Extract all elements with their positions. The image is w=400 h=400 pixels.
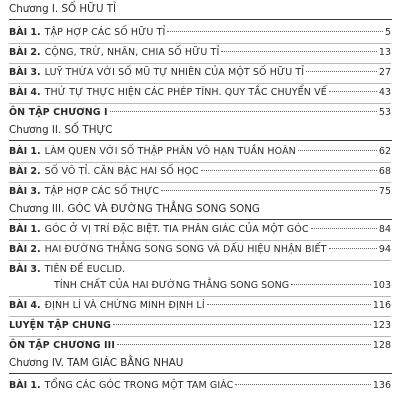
toc-entry[interactable] [9,25,391,41]
page-number: 123 [372,320,391,331]
page-number: 103 [372,280,391,291]
practice-title: LUYỆN TẬP CHUNG [9,320,112,331]
toc-entry[interactable] [9,262,391,278]
toc-entry[interactable] [9,184,391,200]
lesson-label: BÀI 2. [9,47,41,58]
lesson-title: GÓC Ở VỊ TRÍ ĐẶC BIỆT. TIA PHÂN GIÁC CỦA MỘT GÓC [44,224,309,235]
row-divider [9,296,391,297]
dot-leader [298,150,377,151]
lesson-title: TẬP HỢP CÁC SỐ HỮU TỈ [44,27,166,38]
chapter-title: Chương IV. TAM GIÁC BẰNG NHAU [9,357,184,369]
lesson-title: SỐ VÔ TỈ. CĂN BẬC HAI SỐ HỌC [44,166,199,177]
lesson-title: TIÊN ĐỀ EUCLID. [44,264,126,275]
toc-entry[interactable] [9,164,391,180]
lesson-title-continued: TÍNH CHẤT CỦA HAI ĐƯỜNG THẲNG SONG SONG [54,280,290,291]
dot-leader [329,91,377,92]
dot-leader [201,170,377,171]
toc-entry[interactable] [9,45,391,61]
page-number: 13 [378,47,391,58]
lesson-label: BÀI 2. [9,166,41,177]
lesson-title: TỔNG CÁC GÓC TRONG MỘT TAM GIÁC [44,380,234,391]
chapter-title: Chương III. GÓC VÀ ĐƯỜNG THẲNG SONG SONG [9,203,260,215]
toc-entry-continuation[interactable] [9,278,391,294]
dot-leader [161,190,377,191]
chapter-3-heading [9,200,392,220]
lesson-label: BÀI 4. [9,87,41,98]
lesson-title: CỘNG, TRỪ, NHÂN, CHIA SỐ HỮU TỈ [44,47,220,58]
row-divider [9,336,391,337]
lesson-title: LÀM QUEN VỚI SỐ THẬP PHÂN VÔ HẠN TUẦN HOÀN [44,146,296,157]
row-divider [9,240,391,241]
dot-leader [110,111,377,112]
dot-leader [306,71,377,72]
dot-leader [235,384,370,385]
review-title: ÔN TẬP CHƯƠNG I [9,107,108,118]
toc-entry[interactable] [9,318,391,334]
lesson-title: LUỸ THỪA VỚI SỐ MŨ TỰ NHIÊN CỦA MỘT SỐ HỮU TỈ [44,67,305,78]
toc-entry[interactable] [9,85,391,101]
lesson-title: TẬP HỢP CÁC SỐ THỰC [44,186,160,197]
page-number: 5 [384,27,391,38]
chapter-title: Chương I. SỐ HỮU TỈ [9,3,117,15]
page-number: 84 [378,224,391,235]
toc-entry[interactable] [9,105,391,121]
page-number: 94 [378,244,391,255]
dot-leader [311,228,377,229]
toc-entry[interactable] [9,65,391,81]
toc-entry[interactable] [9,338,391,354]
page-number: 68 [378,166,391,177]
row-divider [9,182,391,183]
toc-entry[interactable] [9,222,391,238]
lesson-label: BÀI 1. [9,146,41,157]
page-number: 27 [378,67,391,78]
row-divider [9,260,391,261]
page-number: 116 [372,300,391,311]
dot-leader [221,51,377,52]
toc-entry[interactable] [9,378,391,394]
lesson-label: BÀI 2. [9,244,41,255]
dot-leader [329,248,377,249]
lesson-label: BÀI 1. [9,27,41,38]
page-number: 53 [378,107,391,118]
review-title: ÔN TẬP CHƯƠNG III [9,340,115,351]
row-divider [9,43,391,44]
lesson-label: BÀI 3. [9,264,41,275]
chapter-2-heading [9,121,392,141]
chapter-4-heading [9,354,392,374]
row-divider [9,162,391,163]
page-number: 136 [372,380,391,391]
page-number: 62 [378,146,391,157]
dot-leader [117,344,371,345]
row-divider [9,63,391,64]
dot-leader [207,304,371,305]
dot-leader [167,31,383,32]
row-divider [9,83,391,84]
dot-leader [113,324,371,325]
lesson-title: HAI ĐƯỜNG THẲNG SONG SONG VÀ DẤU HIỆU NHẬN BIẾT [44,244,327,255]
lesson-title: THỨ TỰ THỰC HIỆN CÁC PHÉP TÍNH. QUY TẮC CHUYỂN VẾ [44,87,327,98]
lesson-label: BÀI 1. [9,380,41,391]
page-number: 128 [372,340,391,351]
lesson-title: ĐỊNH LÍ VÀ CHỨNG MINH ĐỊNH LÍ [44,300,205,311]
toc-entry[interactable] [9,298,391,314]
page-number: 43 [378,87,391,98]
dot-leader [291,284,371,285]
chapter-1-heading [9,0,392,20]
toc-entry[interactable] [9,144,391,160]
lesson-label: BÀI 3. [9,67,41,78]
row-divider [9,103,391,104]
chapter-title: Chương II. SỐ THỰC [9,124,113,136]
lesson-label: BÀI 3. [9,186,41,197]
lesson-label: BÀI 4. [9,300,41,311]
lesson-label: BÀI 1. [9,224,41,235]
toc-entry[interactable] [9,242,391,258]
row-divider [9,316,391,317]
page-number: 75 [378,186,391,197]
